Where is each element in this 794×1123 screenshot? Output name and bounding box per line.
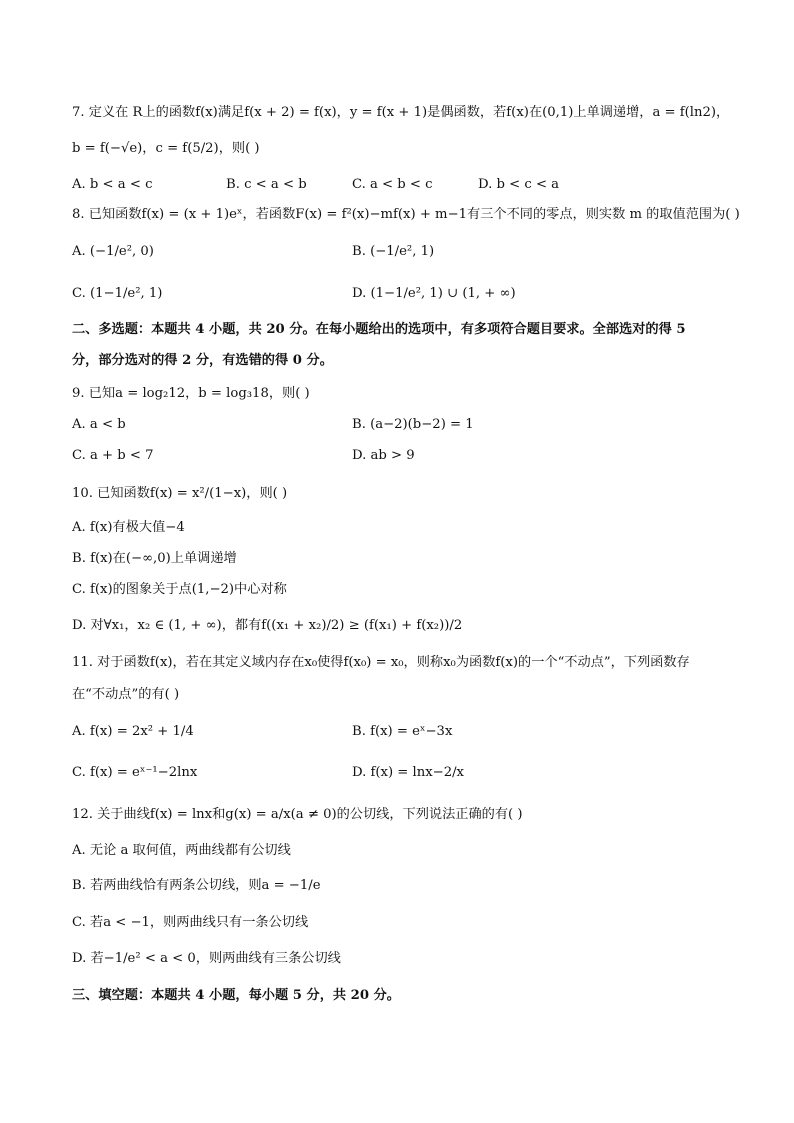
q9-option-a: A. a < b	[72, 417, 126, 432]
q9-option-d: D. ab > 9	[352, 448, 415, 463]
q9-line1: 9. 已知a = log₂12，b = log₃18，则( )	[72, 386, 310, 401]
q12-line1: 12. 关于曲线f(x) = lnx和g(x) = a/x(a ≠ 0)的公切线，下列说法正确的有( )	[72, 807, 523, 822]
q10-line1: 10. 已知函数f(x) = x²/(1−x)，则( )	[72, 486, 288, 501]
q7-option-c: C. a < b < c	[352, 177, 433, 192]
q7-line1: 7. 定义在 R上的函数f(x)满足f(x + 2) = f(x)，y = f(x + 1)是偶函数，若f(x)在(0,1)上单调递增，a = f(ln2)，	[72, 105, 730, 120]
q11-line1: 11. 对于函数f(x)，若在其定义域内存在x₀使得f(x₀) = x₀，则称x₀为函数f(x)的一个“不动点”，下列函数存	[72, 655, 690, 670]
q10-option-c: C. f(x)的图象关于点(1,−2)中心对称	[72, 582, 287, 597]
section3-line1: 三、填空题：本题共 4 小题，每小题 5 分，共 20 分。	[72, 988, 400, 1003]
q10-option-a: A. f(x)有极大值−4	[72, 520, 185, 535]
q11-option-d: D. f(x) = lnx−2/x	[352, 765, 464, 780]
q11-option-a: A. f(x) = 2x² + 1/4	[72, 724, 194, 739]
q12-option-d: D. 若−1/e² < a < 0，则两曲线有三条公切线	[72, 951, 341, 966]
q8-option-a: A. (−1/e², 0)	[72, 244, 154, 259]
q12-option-a: A. 无论 a 取何值，两曲线都有公切线	[72, 843, 291, 858]
section2-line2: 分，部分选对的得 2 分，有选错的得 0 分。	[72, 353, 333, 368]
q12-option-c: C. 若a < −1，则两曲线只有一条公切线	[72, 915, 309, 930]
q10-option-d: D. 对∀x₁，x₂ ∈ (1, + ∞)，都有f((x₁ + x₂)/2) ≥ (f(x₁) + f(x₂))/2	[72, 618, 463, 633]
q8-option-c: C. (1−1/e², 1)	[72, 286, 163, 301]
q11-line2: 在“不动点”的有( )	[72, 687, 180, 702]
section2-line1: 二、多选题：本题共 4 小题，共 20 分。在每小题给出的选项中，有多项符合题目要求。全部选对的得 5	[72, 322, 686, 337]
q7-option-d: D. b < c < a	[478, 177, 560, 192]
q7-line2: b = f(−√e)，c = f(5/2)，则( )	[72, 141, 260, 156]
q11-option-b: B. f(x) = eˣ−3x	[352, 724, 453, 739]
q9-option-b: B. (a−2)(b−2) = 1	[352, 417, 474, 432]
q12-option-b: B. 若两曲线恰有两条公切线，则a = −1/e	[72, 878, 321, 893]
q11-option-c: C. f(x) = eˣ⁻¹−2lnx	[72, 765, 198, 780]
q10-option-b: B. f(x)在(−∞,0)上单调递增	[72, 551, 237, 566]
q9-option-c: C. a + b < 7	[72, 448, 154, 463]
q8-line1: 8. 已知函数f(x) = (x + 1)eˣ，若函数F(x) = f²(x)−mf(x) + m−1有三个不同的零点，则实数 m 的取值范围为( )	[72, 207, 740, 222]
q7-option-a: A. b < a < c	[72, 177, 153, 192]
q8-option-b: B. (−1/e², 1)	[352, 244, 435, 259]
q8-option-d: D. (1−1/e², 1) ∪ (1, + ∞)	[352, 286, 516, 301]
q7-option-b: B. c < a < b	[226, 177, 307, 192]
